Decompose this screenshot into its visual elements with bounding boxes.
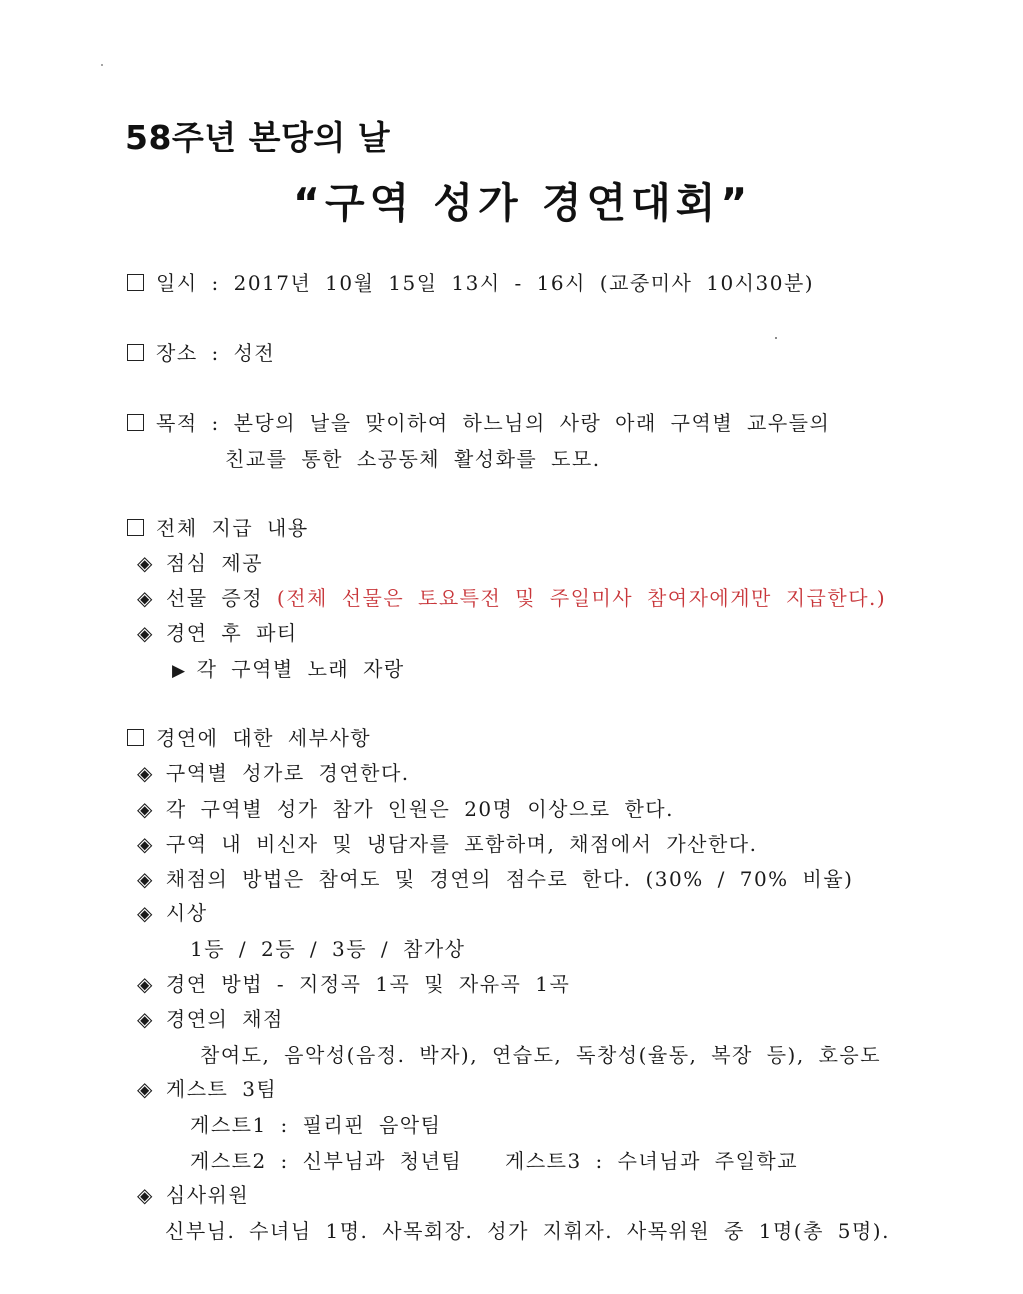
- diamond-bullet-icon: ◈: [137, 797, 154, 821]
- details-item-row: [137, 759, 410, 787]
- judges-label: 심사위원: [165, 1183, 250, 1207]
- guest-3: 게스트3 : 수녀님과 주일학교: [505, 1149, 799, 1173]
- scoring-text: 참여도, 음악성(음정. 박자), 연습도, 독창성(율동, 복장 등), 호응도: [200, 1043, 882, 1067]
- checkbox-square-icon: [127, 414, 144, 431]
- triangle-bullet-icon: ▶: [172, 661, 187, 681]
- title-line-2: “구역 성가 경연대회”: [293, 179, 753, 227]
- purpose-row: [127, 409, 830, 437]
- scan-speck: [775, 337, 777, 339]
- gift-note: (전체 선물은 토요특전 및 주일미사 참여자에게만 지급한다.): [276, 586, 887, 610]
- provision-heading: 전체 지급 내용: [156, 516, 309, 540]
- diamond-bullet-icon: ◈: [137, 832, 154, 856]
- details-item-row: [137, 795, 674, 823]
- scan-speck: [101, 64, 103, 66]
- judges-label-row: [137, 1181, 249, 1209]
- details-item-3: 구역 내 비신자 및 냉담자를 포함하며, 채점에서 가산한다.: [165, 832, 758, 856]
- purpose-text-2: 친교를 통한 소공동체 활성화를 도모.: [225, 447, 601, 471]
- provision-lunch-row: [137, 549, 263, 577]
- title-line-1: 58주년 본당의 날: [125, 118, 391, 157]
- judges-text: 신부님. 수녀님 1명. 사목회장. 성가 지휘자. 사목위원 중 1명(총 5명).: [165, 1219, 890, 1243]
- purpose-text-1: 목적 : 본당의 날을 맞이하여 하느님의 사랑 아래 구역별 교우들의: [156, 411, 831, 435]
- diamond-bullet-icon: ◈: [137, 1183, 154, 1207]
- method-text: 경연 방법 - 지정곡 1곡 및 자유곡 1곡: [165, 972, 571, 996]
- awards-label-row: [137, 899, 208, 927]
- provision-heading-row: [127, 514, 309, 542]
- guest-2: 게스트2 : 신부님과 청년팀: [190, 1149, 463, 1173]
- method-row: [137, 970, 570, 998]
- details-item-1: 구역별 성가로 경연한다.: [165, 761, 410, 785]
- diamond-bullet-icon: ◈: [137, 1007, 154, 1031]
- details-item-row: [137, 830, 757, 858]
- diamond-bullet-icon: ◈: [137, 867, 154, 891]
- guest-1: 게스트1 : 필리핀 음악팀: [190, 1113, 442, 1137]
- diamond-bullet-icon: ◈: [137, 761, 154, 785]
- checkbox-square-icon: [127, 274, 144, 291]
- diamond-bullet-icon: ◈: [137, 586, 154, 610]
- party-sub: 각 구역별 노래 자랑: [196, 657, 405, 681]
- awards-text: 1등 / 2등 / 3등 / 참가상: [190, 937, 466, 961]
- provision-party-row: [137, 619, 298, 647]
- diamond-bullet-icon: ◈: [137, 551, 154, 575]
- checkbox-square-icon: [127, 729, 144, 746]
- provision-gift: 선물 증정: [165, 586, 264, 610]
- details-heading: 경연에 대한 세부사항: [156, 726, 372, 750]
- diamond-bullet-icon: ◈: [137, 901, 154, 925]
- schedule-text: 일시 : 2017년 10월 15일 13시 - 16시 (교중미사 10시30분): [156, 271, 815, 295]
- schedule-row: [127, 269, 814, 297]
- diamond-bullet-icon: ◈: [137, 1077, 154, 1101]
- provision-lunch: 점심 제공: [165, 551, 264, 575]
- diamond-bullet-icon: ◈: [137, 621, 154, 645]
- scoring-label: 경연의 채점: [165, 1007, 284, 1031]
- provision-gift-row: [137, 584, 886, 612]
- place-row: [127, 339, 275, 367]
- place-text: 장소 : 성전: [156, 341, 276, 365]
- scoring-label-row: [137, 1005, 284, 1033]
- checkbox-square-icon: [127, 344, 144, 361]
- provision-party: 경연 후 파티: [165, 621, 298, 645]
- guests-label: 게스트 3팀: [165, 1077, 278, 1101]
- checkbox-square-icon: [127, 519, 144, 536]
- details-item-row: [137, 865, 853, 893]
- guests-label-row: [137, 1075, 277, 1103]
- diamond-bullet-icon: ◈: [137, 972, 154, 996]
- details-item-4: 채점의 방법은 참여도 및 경연의 점수로 한다. (30% / 70% 비율): [165, 867, 854, 891]
- awards-label: 시상: [165, 901, 208, 925]
- details-heading-row: [127, 724, 371, 752]
- details-item-2: 각 구역별 성가 참가 인원은 20명 이상으로 한다.: [165, 797, 674, 821]
- party-sub-row: [172, 655, 405, 685]
